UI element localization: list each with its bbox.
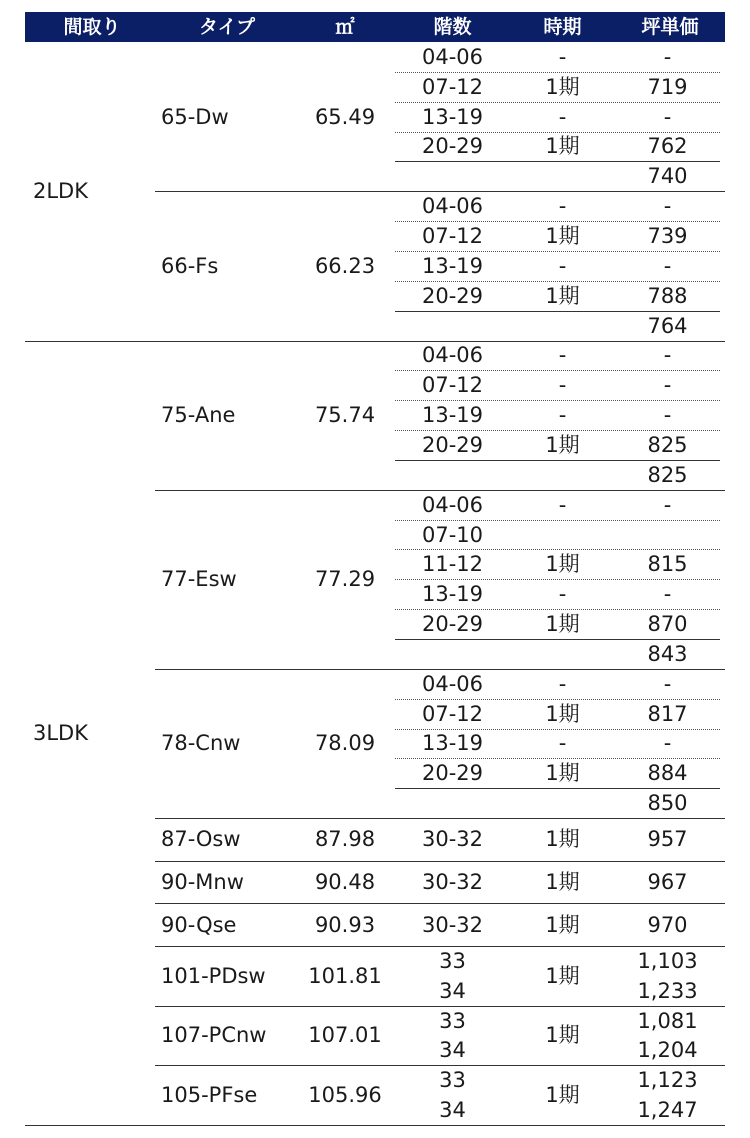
type-divider: [155, 818, 725, 819]
floor-cell: 07-12: [421, 224, 484, 249]
floor-cell: 07-12: [421, 373, 484, 398]
price-cell: 815: [647, 552, 688, 577]
period-cell: -: [558, 194, 567, 219]
header-area: ㎡: [335, 16, 355, 38]
floor-cell: 30-32: [421, 912, 484, 937]
type-cell: 75-Ane: [161, 403, 236, 428]
type-cell: 65-Dw: [161, 104, 229, 129]
period-cell: 1期: [545, 1023, 580, 1048]
period-cell: 1期: [545, 432, 580, 457]
price-cell: 850: [647, 791, 688, 816]
price-cell: 884: [647, 761, 688, 786]
area-cell: 87.98: [314, 827, 376, 852]
price-cell: 970: [647, 912, 688, 937]
price-cell: 1,081: [637, 1008, 698, 1033]
floor-cell: [395, 639, 510, 669]
price-cell: -: [663, 44, 672, 69]
price-cell: 1,204: [637, 1038, 698, 1063]
area-cell: 77.29: [314, 567, 376, 592]
period-cell: -: [558, 104, 567, 129]
period-cell: -: [558, 492, 567, 517]
header-type: タイプ: [198, 16, 256, 38]
floor-cell: 34: [439, 978, 466, 1003]
price-cell: 1,103: [637, 948, 698, 973]
period-cell: 1期: [545, 701, 580, 726]
floor-cell: 20-29: [421, 761, 484, 786]
period-cell: [510, 788, 615, 818]
price-cell: -: [663, 492, 672, 517]
period-cell: 1期: [545, 912, 580, 937]
floor-cell: 30-32: [421, 870, 484, 894]
period-cell: 1期: [545, 870, 580, 894]
area-cell: 66.23: [314, 253, 376, 278]
type-cell: 90-Mnw: [161, 870, 244, 894]
period-cell: 1期: [545, 827, 580, 852]
floor-cell: 07-10: [421, 522, 484, 547]
floor-cell: 13-19: [421, 582, 484, 607]
price-cell: 817: [647, 701, 688, 726]
period-cell: 1期: [545, 283, 580, 308]
price-cell: -: [663, 582, 672, 607]
floor-cell: 11-12: [421, 552, 484, 577]
price-cell: -: [663, 343, 672, 368]
period-cell: [510, 161, 615, 191]
price-cell: 788: [647, 283, 688, 308]
floor-cell: 20-29: [421, 432, 484, 457]
floor-cell: [395, 161, 510, 191]
floor-cell: 04-06: [421, 492, 484, 517]
type-cell: 78-Cnw: [161, 731, 241, 756]
floor-cell: 13-19: [421, 104, 484, 129]
price-cell: 1,123: [637, 1068, 698, 1093]
price-cell: -: [663, 194, 672, 219]
price-cell: -: [663, 253, 672, 278]
price-cell: -: [663, 731, 672, 756]
period-cell: 1期: [545, 612, 580, 637]
price-cell: 1,233: [637, 978, 698, 1003]
period-cell: [510, 520, 615, 550]
type-cell: 107-PCnw: [161, 1023, 267, 1048]
header-period: 時期: [543, 16, 582, 38]
period-cell: [510, 460, 615, 490]
header-floor: 階数: [433, 16, 472, 38]
floor-cell: 20-29: [421, 283, 484, 308]
floor-cell: 07-12: [421, 701, 484, 726]
floor-cell: [395, 311, 510, 341]
floor-cell: [395, 788, 510, 818]
floor-cell: 07-12: [421, 74, 484, 99]
period-cell: [510, 311, 615, 341]
floor-cell: 04-06: [421, 343, 484, 368]
period-cell: -: [558, 373, 567, 398]
type-cell: 101-PDsw: [161, 963, 266, 988]
floor-cell: 13-19: [421, 403, 484, 428]
price-cell: -: [663, 403, 672, 428]
price-cell: 825: [647, 432, 688, 457]
floor-cell: 33: [439, 948, 466, 973]
type-cell: 105-PFse: [161, 1083, 258, 1108]
floor-cell: 13-19: [421, 253, 484, 278]
header-price: 坪単価: [641, 16, 699, 38]
area-cell: 75.74: [314, 403, 376, 428]
area-cell: 65.49: [314, 104, 376, 129]
type-divider: [155, 861, 725, 862]
area-cell: 78.09: [314, 731, 376, 756]
period-cell: [510, 639, 615, 669]
type-divider: [155, 903, 725, 904]
price-cell: 843: [647, 641, 688, 666]
area-cell: 90.48: [314, 870, 376, 894]
period-cell: -: [558, 671, 567, 696]
price-cell: [615, 520, 720, 550]
floor-cell: 04-06: [421, 44, 484, 69]
area-cell: 90.93: [314, 912, 376, 937]
period-cell: -: [558, 403, 567, 428]
type-cell: 77-Esw: [161, 567, 237, 592]
floor-cell: 20-29: [421, 134, 484, 159]
period-cell: -: [558, 253, 567, 278]
price-cell: 739: [647, 224, 688, 249]
floor-cell: [395, 460, 510, 490]
period-cell: 1期: [545, 134, 580, 159]
price-cell: 825: [647, 462, 688, 487]
period-cell: 1期: [545, 1083, 580, 1108]
floor-cell: 33: [439, 1068, 466, 1093]
type-cell: 87-Osw: [161, 827, 241, 852]
period-cell: -: [558, 582, 567, 607]
period-cell: 1期: [545, 552, 580, 577]
period-cell: -: [558, 343, 567, 368]
period-cell: -: [558, 731, 567, 756]
area-cell: 105.96: [308, 1083, 382, 1108]
price-cell: -: [663, 104, 672, 129]
price-cell: 719: [647, 74, 688, 99]
floor-cell: 33: [439, 1008, 466, 1033]
floor-cell: 04-06: [421, 671, 484, 696]
layout-cell: 3LDK: [33, 720, 89, 745]
area-cell: 107.01: [308, 1023, 382, 1048]
type-cell: 90-Qse: [161, 912, 237, 937]
period-cell: 1期: [545, 963, 580, 988]
floor-cell: 34: [439, 1038, 466, 1063]
type-cell: 66-Fs: [161, 253, 219, 278]
price-cell: 764: [647, 313, 688, 338]
price-cell: -: [663, 373, 672, 398]
floor-cell: 30-32: [421, 827, 484, 852]
floor-cell: 04-06: [421, 194, 484, 219]
layout-cell: 2LDK: [33, 179, 89, 204]
floor-cell: 34: [439, 1098, 466, 1123]
price-cell: -: [663, 671, 672, 696]
group-divider: [25, 1125, 725, 1126]
price-cell: 1,247: [637, 1098, 698, 1123]
floor-cell: 13-19: [421, 731, 484, 756]
period-cell: 1期: [545, 761, 580, 786]
price-cell: 967: [647, 870, 688, 894]
price-cell: 762: [647, 134, 688, 159]
period-cell: -: [558, 44, 567, 69]
header-layout: 間取り: [63, 16, 121, 38]
price-cell: 957: [647, 827, 688, 852]
floor-cell: 20-29: [421, 612, 484, 637]
price-cell: 740: [647, 164, 688, 189]
period-cell: 1期: [545, 224, 580, 249]
area-cell: 101.81: [308, 963, 382, 988]
table-header: [25, 12, 725, 42]
price-cell: 870: [647, 612, 688, 637]
period-cell: 1期: [545, 74, 580, 99]
